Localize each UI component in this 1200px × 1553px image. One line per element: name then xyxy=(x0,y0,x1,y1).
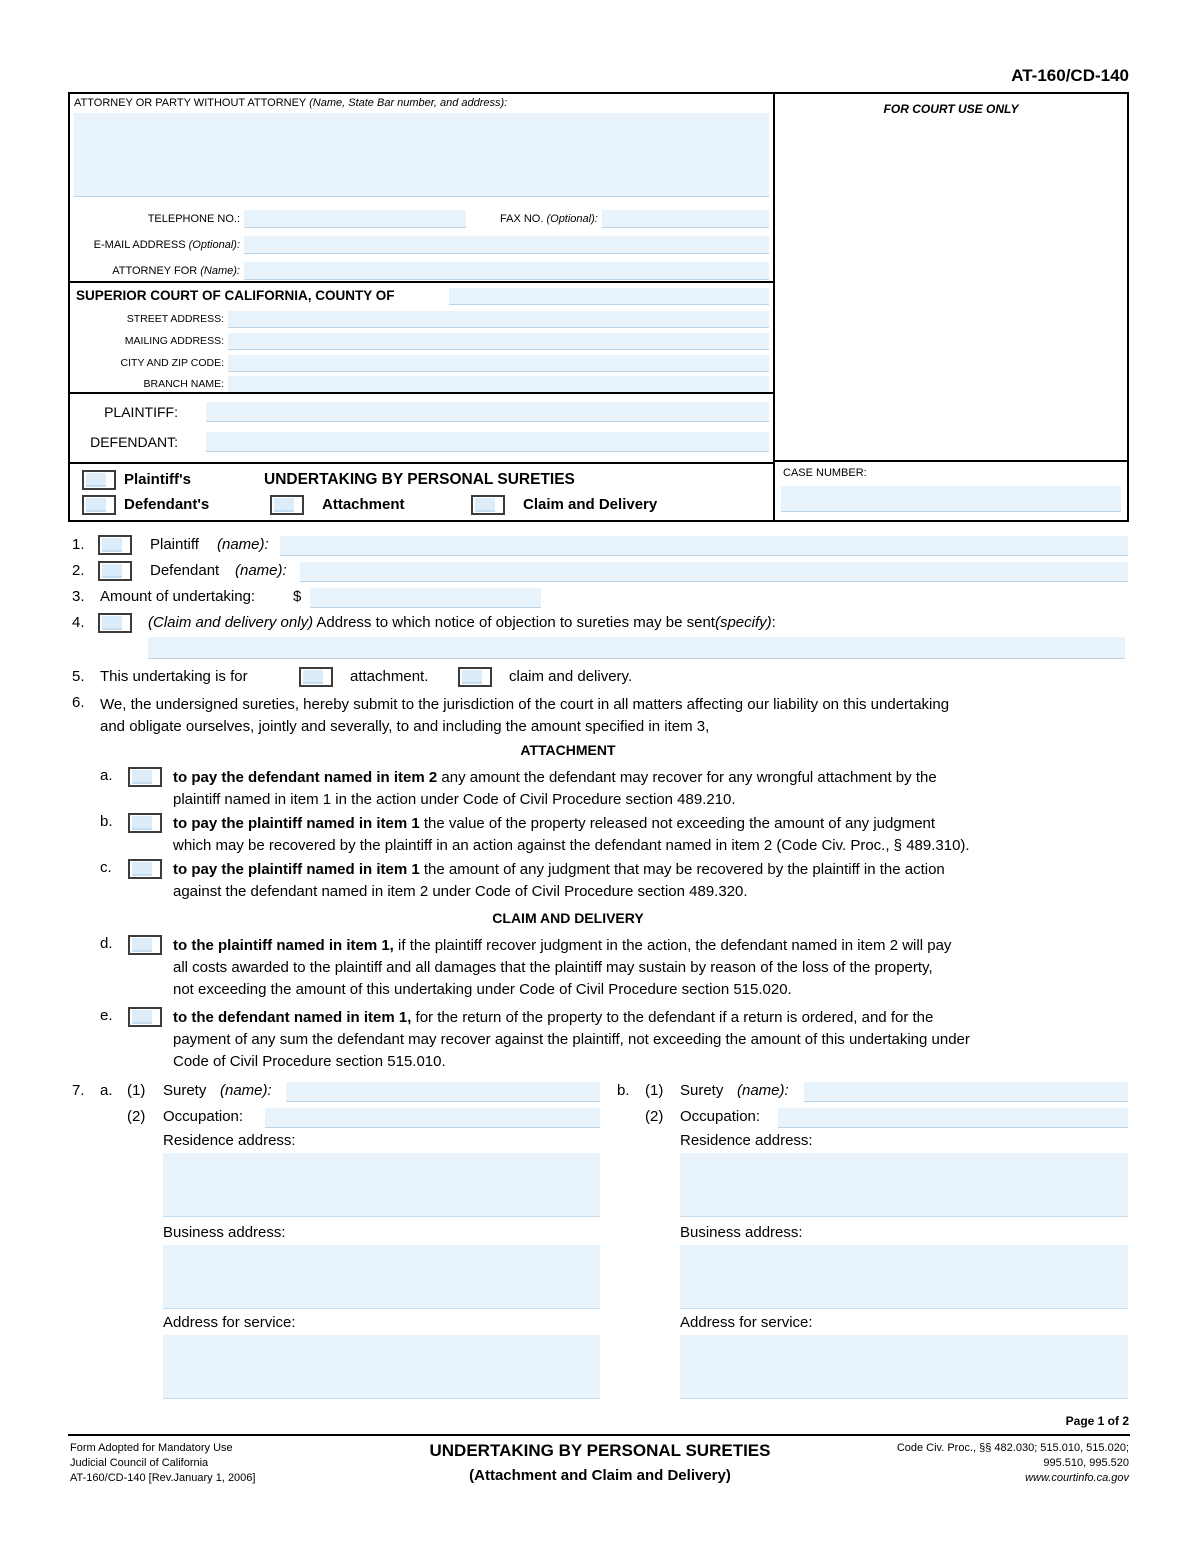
item-d-line-2: all costs awarded to the plaintiff and all damages that the plaintiff may sustain by reason of the loss of the property, xyxy=(173,959,933,976)
fax-label-text: FAX NO. xyxy=(500,212,544,225)
item-4-body: Address to which notice of objection to sureties may be sent xyxy=(316,614,715,631)
item-1-hint: (name): xyxy=(217,536,269,553)
footer-divider xyxy=(68,1434,1130,1436)
attorney-for-label-text: ATTORNEY FOR xyxy=(112,264,198,277)
surety-a-service-input[interactable] xyxy=(163,1335,600,1399)
item-4-checkbox[interactable] xyxy=(98,613,132,633)
surety-a-n1: (1) xyxy=(127,1082,146,1099)
surety-a-residence-label: Residence address: xyxy=(163,1132,296,1149)
branch-row xyxy=(70,375,769,393)
fax-label-hint: (Optional): xyxy=(546,212,598,225)
court-title: SUPERIOR COURT OF CALIFORNIA, COUNTY OF xyxy=(76,288,395,303)
county-input[interactable] xyxy=(449,288,769,305)
caption-left-column xyxy=(70,94,775,520)
footer-left-line-1: Form Adopted for Mandatory Use xyxy=(70,1442,233,1454)
item-5-claim-checkbox[interactable] xyxy=(458,667,492,687)
branch-input[interactable] xyxy=(228,376,769,393)
attorney-for-input[interactable] xyxy=(244,262,769,280)
defendants-label: Defendant's xyxy=(124,496,210,513)
surety-b-service-input[interactable] xyxy=(680,1335,1128,1399)
telephone-label: TELEPHONE NO.: xyxy=(147,212,240,225)
attorney-section xyxy=(70,94,773,281)
item-d-bold: to the plaintiff named in item 1, xyxy=(173,937,394,954)
branch-label: BRANCH NAME: xyxy=(143,378,224,390)
item-e-letter: e. xyxy=(100,1007,113,1024)
footer-code-line-2: 995.510, 995.520 xyxy=(1043,1457,1129,1469)
form-number: AT-160/CD-140 xyxy=(1011,66,1129,85)
surety-b-n2: (2) xyxy=(645,1108,664,1125)
party-section xyxy=(70,392,773,462)
item-3 xyxy=(68,588,1130,610)
attorney-for-label-hint: (Name): xyxy=(200,264,240,277)
surety-b-residence-input[interactable] xyxy=(680,1153,1128,1217)
currency-symbol: $ xyxy=(293,588,302,605)
plaintiff-row xyxy=(70,401,769,422)
footer-center xyxy=(300,1441,900,1484)
footer-left xyxy=(70,1441,255,1486)
defendant-row xyxy=(70,431,769,452)
attorney-for-label xyxy=(70,265,244,277)
item-a-line-1: any amount the defendant may recover for any wrongful attachment by the xyxy=(437,769,937,786)
item-e-checkbox[interactable] xyxy=(128,1007,162,1027)
item-c-letter: c. xyxy=(100,859,112,876)
attorney-label xyxy=(74,97,507,109)
surety-a-letter: a. xyxy=(100,1082,113,1099)
surety-b-business-label: Business address: xyxy=(680,1224,803,1241)
item-e-line-2: payment of any sum the defendant may recover against the plaintiff, not exceeding the amount of this undertaking under xyxy=(173,1031,970,1048)
item-c-bold: to pay the plaintiff named in item 1 xyxy=(173,861,420,878)
surety-a-occupation-input[interactable] xyxy=(265,1108,600,1128)
attachment-label: Attachment xyxy=(322,496,405,513)
telephone-row xyxy=(70,208,769,229)
item-4-hint: (Claim and delivery only) xyxy=(148,614,314,631)
footer-left-line-3: AT-160/CD-140 [Rev.January 1, 2006] xyxy=(70,1472,256,1484)
email-label-hint: (Optional): xyxy=(188,238,240,251)
item-5-claim-label: claim and delivery. xyxy=(509,668,633,685)
item-5-text: This undertaking is for xyxy=(100,668,248,685)
item-b-line-1: the value of the property released not exceeding the amount of any judgment xyxy=(419,815,936,832)
claim-delivery-label: Claim and Delivery xyxy=(523,496,658,513)
footer-title: UNDERTAKING BY PERSONAL SURETIES xyxy=(429,1441,771,1460)
item-d-checkbox[interactable] xyxy=(128,935,162,955)
email-label xyxy=(70,239,244,251)
item-1-number: 1. xyxy=(72,536,85,553)
item-e-text xyxy=(173,1007,1148,1073)
item-6-line-2: and obligate ourselves, jointly and severally, to and including the amount specified in item 3, xyxy=(100,718,710,735)
plaintiff-name-input[interactable] xyxy=(280,536,1128,556)
city-zip-label: CITY AND ZIP CODE: xyxy=(120,357,224,369)
item-e-line-3: Code of Civil Procedure section 515.010. xyxy=(173,1053,446,1070)
item-5-attachment-label: attachment. xyxy=(350,668,429,685)
title-section xyxy=(70,462,773,520)
attachment-heading: ATTACHMENT xyxy=(520,742,616,758)
item-2-hint: (name): xyxy=(235,562,287,579)
surety-b-name-hint: (name): xyxy=(737,1082,789,1099)
surety-b-name-input[interactable] xyxy=(804,1082,1128,1102)
case-number-label: CASE NUMBER: xyxy=(783,467,867,479)
item-2 xyxy=(68,562,1130,584)
surety-a-service-label: Address for service: xyxy=(163,1314,296,1331)
item-7-number: 7. xyxy=(72,1082,85,1099)
plaintiffs-checkbox[interactable] xyxy=(82,470,116,490)
item-3-number: 3. xyxy=(72,588,85,605)
item-1-plaintiff-checkbox[interactable] xyxy=(98,535,132,555)
surety-a-business-input[interactable] xyxy=(163,1245,600,1309)
item-6-line-1: We, the undersigned sureties, hereby submit to the jurisdiction of the court in all matters affecting our liability on this undertaking xyxy=(100,696,950,713)
item-a-bold: to pay the defendant named in item 2 xyxy=(173,769,438,786)
email-row xyxy=(70,234,769,255)
street-input[interactable] xyxy=(228,311,769,328)
surety-b-n1: (1) xyxy=(645,1082,664,1099)
attachment-checkbox[interactable] xyxy=(270,495,304,515)
item-6-text xyxy=(100,694,1120,738)
item-d-letter: d. xyxy=(100,935,113,952)
item-b-line-2: which may be recovered by the plaintiff in an action against the defendant named in item 2 (Code Civ. Proc., § 489.310). xyxy=(173,837,970,854)
surety-b-occupation-input[interactable] xyxy=(778,1108,1128,1128)
email-label-text: E-MAIL ADDRESS xyxy=(93,238,186,251)
item-b-bold: to pay the plaintiff named in item 1 xyxy=(173,815,420,832)
plaintiff-label: PLAINTIFF: xyxy=(104,403,178,420)
defendant-label: DEFENDANT: xyxy=(90,433,178,450)
mailing-input[interactable] xyxy=(228,333,769,350)
attorney-label-text: ATTORNEY OR PARTY WITHOUT ATTORNEY xyxy=(74,97,307,109)
item-b-text xyxy=(173,813,1148,857)
item-4-number: 4. xyxy=(72,614,85,631)
item-a-checkbox[interactable] xyxy=(128,767,162,787)
city-zip-input[interactable] xyxy=(228,355,769,372)
surety-a-name-input[interactable] xyxy=(286,1082,600,1102)
item-d-text xyxy=(173,935,1148,1001)
item-1 xyxy=(68,536,1130,558)
surety-a-name-hint: (name): xyxy=(220,1082,272,1099)
item-7 xyxy=(68,1082,1130,1402)
footer-left-line-2: Judicial Council of California xyxy=(70,1457,209,1469)
surety-a-name-label: Surety xyxy=(163,1082,207,1099)
telephone-input[interactable] xyxy=(244,210,466,228)
court-use-box xyxy=(775,94,1127,462)
case-number-input[interactable] xyxy=(781,486,1121,512)
mailing-row xyxy=(70,332,769,350)
surety-a-business-label: Business address: xyxy=(163,1224,286,1241)
item-a-line-2: plaintiff named in item 1 in the action under Code of Civil Procedure section 489.210. xyxy=(173,791,736,808)
defendants-checkbox[interactable] xyxy=(82,495,116,515)
footer-website: www.courtinfo.ca.gov xyxy=(1025,1472,1129,1484)
page-number: Page 1 of 2 xyxy=(1065,1414,1129,1428)
surety-b-service-label: Address for service: xyxy=(680,1314,813,1331)
attorney-input[interactable] xyxy=(74,113,769,197)
court-section xyxy=(70,281,773,392)
item-2-label: Defendant xyxy=(150,562,220,579)
plaintiff-input[interactable] xyxy=(206,402,769,422)
defendant-name-input[interactable] xyxy=(300,562,1128,582)
item-5-number: 5. xyxy=(72,668,85,685)
surety-b-occupation-label: Occupation: xyxy=(680,1108,761,1125)
claim-delivery-heading: CLAIM AND DELIVERY xyxy=(492,910,644,926)
item-1-label: Plaintiff xyxy=(150,536,199,553)
attorney-for-row xyxy=(70,260,769,281)
email-input[interactable] xyxy=(244,236,769,254)
item-d-line-1: if the plaintiff recover judgment in the action, the defendant named in item 2 will pay xyxy=(393,937,952,954)
item-5-attachment-checkbox[interactable] xyxy=(299,667,333,687)
surety-b-name-label: Surety xyxy=(680,1082,724,1099)
footer-code-line-1: Code Civ. Proc., §§ 482.030; 515.010, 515.020; xyxy=(896,1442,1129,1454)
item-d-line-3: not exceeding the amount of this undertaking under Code of Civil Procedure section 515.020. xyxy=(173,981,792,998)
item-a-text xyxy=(173,767,1128,811)
item-e-line-1: for the return of the property to the defendant if a return is ordered, and for the xyxy=(411,1009,934,1026)
fax-label xyxy=(500,213,602,225)
item-6-number: 6. xyxy=(72,694,85,711)
footer-subtitle: (Attachment and Claim and Delivery) xyxy=(469,1467,731,1484)
surety-a-n2: (2) xyxy=(127,1108,146,1125)
item-5 xyxy=(68,668,1130,690)
item-2-defendant-checkbox[interactable] xyxy=(98,561,132,581)
plaintiffs-label: Plaintiff's xyxy=(124,471,191,488)
item-4-text xyxy=(148,614,776,631)
item-c-line-1: the amount of any judgment that may be recovered by the plaintiff in the action xyxy=(419,861,945,878)
fax-input[interactable] xyxy=(602,210,769,228)
amount-input[interactable] xyxy=(310,588,541,608)
attorney-label-hint: (Name, State Bar number, and address): xyxy=(309,97,508,109)
mailing-label: MAILING ADDRESS: xyxy=(124,335,224,347)
form-title: UNDERTAKING BY PERSONAL SURETIES xyxy=(264,471,575,488)
item-c-text xyxy=(173,859,1128,903)
item-b-checkbox[interactable] xyxy=(128,813,162,833)
item-c-checkbox[interactable] xyxy=(128,859,162,879)
item-e-bold: to the defendant named in item 1, xyxy=(173,1009,412,1026)
item-3-label: Amount of undertaking: xyxy=(100,588,256,605)
surety-a-residence-input[interactable] xyxy=(163,1153,600,1217)
for-court-use-label: FOR COURT USE ONLY xyxy=(883,102,1019,116)
caption-table xyxy=(68,92,1129,522)
item-2-number: 2. xyxy=(72,562,85,579)
claim-delivery-checkbox[interactable] xyxy=(471,495,505,515)
objection-address-input[interactable] xyxy=(148,637,1125,659)
city-zip-row xyxy=(70,354,769,372)
street-label: STREET ADDRESS: xyxy=(126,313,224,325)
item-4 xyxy=(68,614,1130,636)
surety-a-occupation-label: Occupation: xyxy=(163,1108,244,1125)
item-b-letter: b. xyxy=(100,813,113,830)
street-row xyxy=(70,310,769,328)
footer-right xyxy=(897,1441,1129,1486)
caption-right-column xyxy=(775,94,1127,520)
surety-b-business-input[interactable] xyxy=(680,1245,1128,1309)
item-a-letter: a. xyxy=(100,767,113,784)
item-4-colon: : xyxy=(771,614,776,631)
surety-b-letter: b. xyxy=(617,1082,630,1099)
defendant-input[interactable] xyxy=(206,432,769,452)
surety-b-residence-label: Residence address: xyxy=(680,1132,813,1149)
case-number-box xyxy=(775,462,1127,520)
item-c-line-2: against the defendant named in item 2 under Code of Civil Procedure section 489.320. xyxy=(173,883,748,900)
item-4-specify: (specify) xyxy=(714,614,772,631)
